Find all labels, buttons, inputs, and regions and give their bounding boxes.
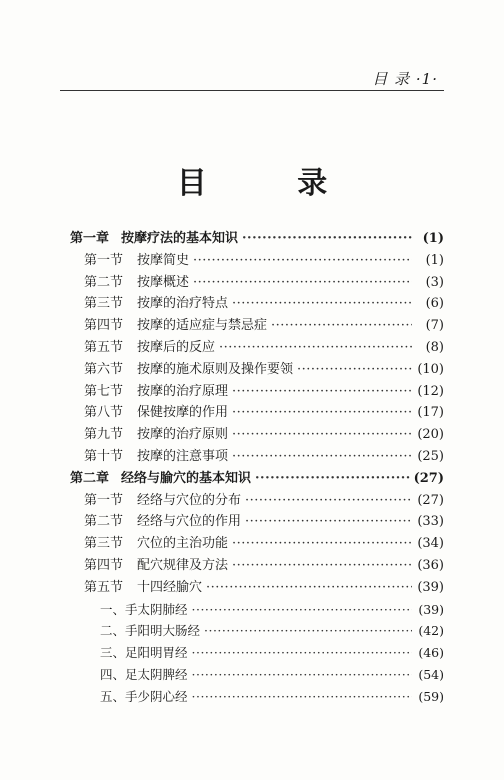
toc-page-number: (25)	[417, 448, 444, 464]
toc-page-number: (46)	[418, 645, 444, 661]
toc-leader-dots	[193, 272, 412, 294]
toc-entry-number: 第三节	[84, 296, 124, 312]
toc-leader-dots	[255, 468, 410, 490]
toc-entry-title: 按摩概述	[137, 274, 190, 290]
toc-page-number: (10)	[417, 361, 444, 377]
toc-leader-dots	[192, 664, 412, 686]
toc-leader-dots	[192, 642, 412, 664]
header-rule	[60, 90, 444, 91]
toc-leader-dots	[204, 620, 412, 642]
toc-subsection-row	[70, 664, 444, 686]
toc-chapter-row	[70, 468, 444, 490]
toc-leader-dots	[245, 511, 412, 533]
toc-section-row	[70, 577, 444, 599]
toc-entry-title: 二、手阳明大肠经	[100, 623, 201, 639]
toc-leader-dots	[206, 577, 412, 599]
toc-leader-dots	[297, 359, 412, 381]
toc-entry-title: 五、手少阴心经	[100, 688, 188, 704]
toc-entry-title: 十四经腧穴	[137, 579, 203, 595]
toc-entry-number: 第六节	[84, 361, 124, 377]
toc-entry-number: 第四节	[84, 318, 124, 334]
toc-section-row	[70, 490, 444, 512]
toc-entry-title: 按摩的治疗原则	[137, 427, 229, 443]
toc-entry-title: 按摩的适应症与禁忌症	[137, 318, 268, 334]
toc-section-row	[70, 424, 444, 446]
toc-page-number: (1)	[425, 252, 444, 268]
toc-entry-number: 第七节	[84, 383, 124, 399]
toc-page-number: (12)	[417, 383, 444, 399]
toc-entry-title: 按摩的治疗原理	[137, 383, 229, 399]
toc-leader-dots	[232, 402, 412, 424]
toc-entry-title: 一、手太阴肺经	[100, 601, 188, 617]
toc-page-number: (6)	[425, 296, 444, 312]
toc-subsection-row	[70, 642, 444, 664]
toc-page-number: (36)	[417, 557, 444, 573]
toc-entry-number: 第五节	[84, 579, 124, 595]
toc-leader-dots	[193, 250, 412, 272]
toc-entry-number: 第二章	[70, 470, 110, 486]
toc-entry-title: 按摩简史	[137, 252, 190, 268]
toc-leader-dots	[192, 599, 412, 621]
toc-subsection-row	[70, 620, 444, 642]
toc-leader-dots	[271, 315, 412, 337]
toc-leader-dots	[232, 293, 412, 315]
toc-page-number: (42)	[418, 623, 444, 639]
toc-section-row	[70, 533, 444, 555]
running-header	[60, 68, 444, 90]
toc-leader-dots	[232, 381, 412, 403]
table-of-contents	[70, 228, 444, 708]
toc-entry-title: 经络与腧穴的基本知识	[121, 470, 252, 486]
toc-chapter-row	[70, 228, 444, 250]
toc-entry-title: 经络与穴位的分布	[137, 492, 242, 508]
toc-leader-dots	[232, 424, 412, 446]
toc-entry-number: 第一节	[84, 492, 124, 508]
toc-page-number: (39)	[417, 579, 444, 595]
toc-page-number: (27)	[417, 492, 444, 508]
toc-entry-number: 第八节	[84, 405, 124, 421]
toc-page-number: (39)	[418, 601, 444, 617]
toc-page-number: (3)	[425, 274, 444, 290]
toc-page-number: (8)	[425, 339, 444, 355]
toc-entry-number: 第二节	[84, 514, 124, 530]
toc-section-row	[70, 511, 444, 533]
toc-entry-title: 四、足太阴脾经	[100, 666, 188, 682]
toc-entry-title: 配穴规律及方法	[137, 557, 229, 573]
toc-leader-dots	[232, 533, 412, 555]
header-text: 目 录 ·1·	[372, 70, 438, 88]
toc-page-number: (34)	[417, 536, 444, 552]
toc-section-row	[70, 337, 444, 359]
toc-entry-number: 第二节	[84, 274, 124, 290]
toc-entry-title: 保健按摩的作用	[137, 405, 229, 421]
toc-section-row	[70, 402, 444, 424]
page-title: 目 录	[176, 166, 368, 201]
toc-page-number: (54)	[418, 666, 444, 682]
toc-entry-number: 第一章	[70, 231, 110, 246]
toc-leader-dots	[242, 228, 412, 250]
toc-entry-number: 第五节	[84, 339, 124, 355]
toc-entry-number: 第一节	[84, 252, 124, 268]
toc-entry-number: 第九节	[84, 427, 124, 443]
toc-entry-title: 按摩的注意事项	[137, 448, 229, 464]
toc-page-number: (20)	[417, 427, 444, 443]
toc-subsection-row	[70, 599, 444, 621]
toc-leader-dots	[192, 686, 412, 708]
toc-entry-number: 第三节	[84, 536, 124, 552]
toc-entry-title: 按摩疗法的基本知识	[121, 231, 239, 246]
toc-subsection-row	[70, 686, 444, 708]
toc-entry-title: 按摩的施术原则及操作要领	[137, 361, 294, 377]
toc-entry-number: 第十节	[84, 448, 124, 464]
toc-entry-title: 三、足阳明胃经	[100, 645, 188, 661]
toc-entry-title: 按摩后的反应	[137, 339, 216, 355]
toc-section-row	[70, 250, 444, 272]
toc-page-number: (17)	[417, 405, 444, 421]
toc-page-number: (59)	[418, 688, 444, 704]
toc-section-row	[70, 293, 444, 315]
toc-page-number: (7)	[425, 318, 444, 334]
toc-section-row	[70, 381, 444, 403]
toc-entry-title: 经络与穴位的作用	[137, 514, 242, 530]
toc-section-row	[70, 315, 444, 337]
toc-leader-dots	[232, 446, 412, 468]
toc-leader-dots	[245, 490, 412, 512]
toc-entry-title: 穴位的主治功能	[137, 536, 229, 552]
toc-leader-dots	[219, 337, 412, 359]
toc-section-row	[70, 446, 444, 468]
toc-page-number: (27)	[413, 470, 444, 486]
toc-entry-title: 按摩的治疗特点	[137, 296, 229, 312]
toc-section-row	[70, 555, 444, 577]
toc-section-row	[70, 359, 444, 381]
toc-leader-dots	[232, 555, 412, 577]
toc-entry-number: 第四节	[84, 557, 124, 573]
toc-section-row	[70, 272, 444, 294]
toc-page-number: (33)	[417, 514, 444, 530]
toc-page-number: (1)	[422, 231, 444, 246]
